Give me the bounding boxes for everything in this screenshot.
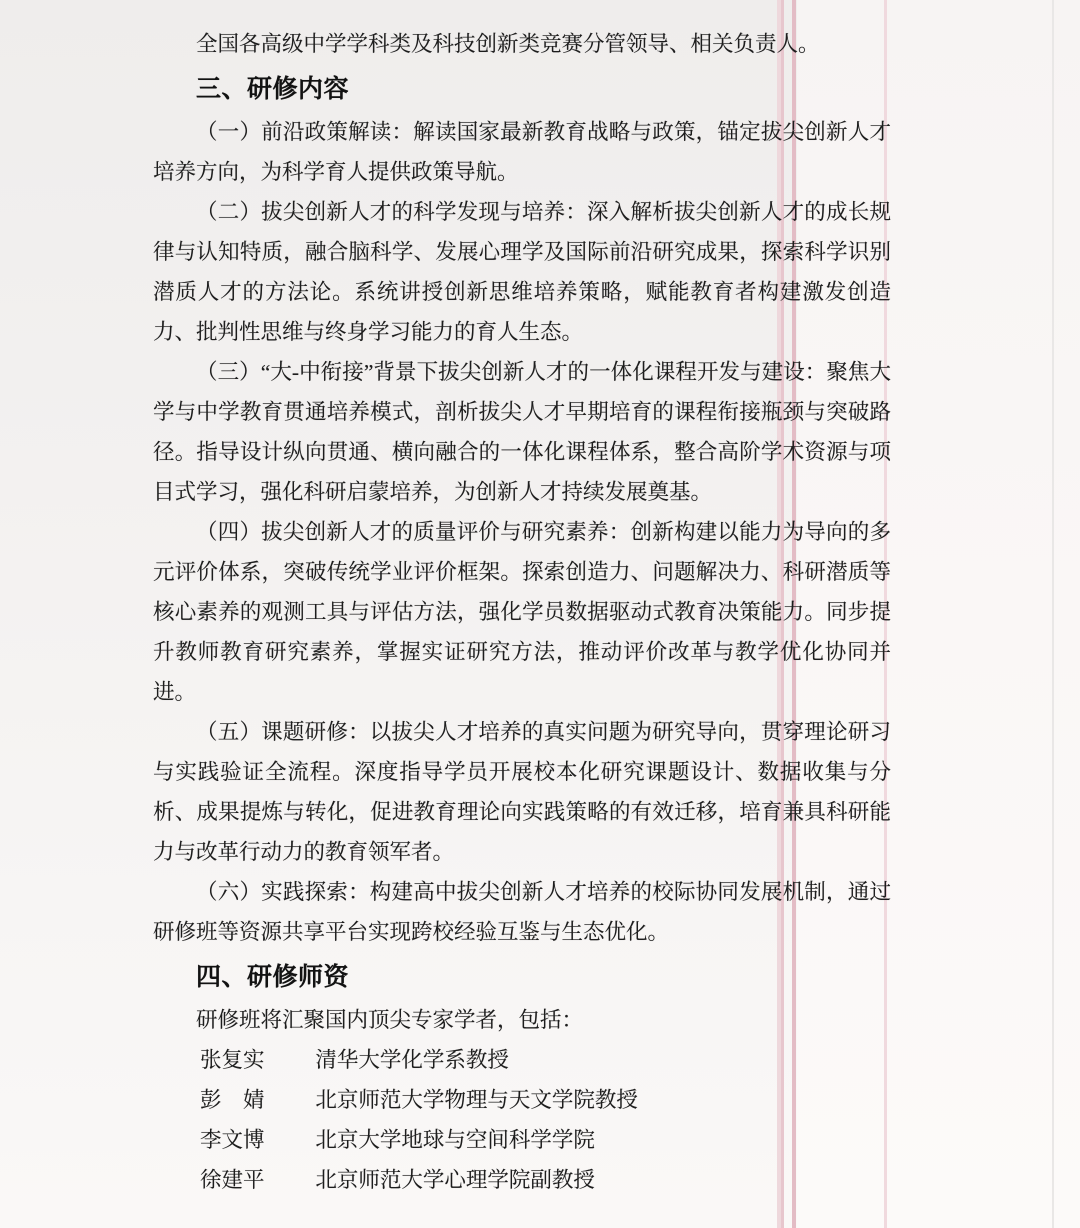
faculty-affiliation: 清华大学化学系教授 — [315, 1048, 509, 1072]
faculty-row — [153, 1040, 891, 1080]
faculty-name: 李文博 — [200, 1128, 265, 1152]
document-body — [153, 24, 891, 1200]
faculty-name: 彭 婧 — [200, 1088, 265, 1112]
paragraph-research-training: （五）课题研修：以拔尖人才培养的真实问题为研究导向，贯穿理论研习与实践验证全流程。深度指导学员开展校本化研究课题设计、数据收集与分析、成果提炼与转化，促进教育理论向实践策略的有效迁移，培育兼具科研能力与改革行动力的教育领军者。 — [153, 720, 891, 864]
paragraph-scientific-discovery: （二）拔尖创新人才的科学发现与培养：深入解析拔尖创新人才的成长规律与认知特质，融合脑科学、发展心理学及国际前沿研究成果，探索科学识别潜质人才的方法论。系统讲授创新思维培养策略，赋能教育者构建激发创造力、批判性思维与终身学习能力的育人生态。 — [153, 200, 891, 344]
faculty-row — [153, 1120, 891, 1160]
heading-section-four: 四、研修师资 — [196, 963, 350, 991]
faculty-row — [153, 1160, 891, 1200]
faint-rule-line — [1052, 0, 1054, 1228]
faculty-name: 徐建平 — [200, 1168, 265, 1192]
faculty-name: 张复实 — [200, 1048, 265, 1072]
faculty-affiliation: 北京师范大学心理学院副教授 — [315, 1168, 595, 1192]
paragraph-curriculum-development: （三）“大-中衔接”背景下拔尖创新人才的一体化课程开发与建设：聚焦大学与中学教育贯通培养模式，剖析拔尖人才早期培育的课程衔接瓶颈与突破路径。指导设计纵向贯通、横向融合的一体化课程体系，整合高阶学术资源与项目式学习，强化科研启蒙培养，为创新人才持续发展奠基。 — [153, 360, 891, 504]
paragraph-practice-exploration: （六）实践探索：构建高中拔尖创新人才培养的校际协同发展机制，通过研修班等资源共享平台实现跨校经验互鉴与生态优化。 — [153, 880, 891, 944]
intro-paragraph: 全国各高级中学学科类及科技创新类竞赛分管领导、相关负责人。 — [196, 32, 820, 56]
paragraph-quality-evaluation: （四）拔尖创新人才的质量评价与研究素养：创新构建以能力为导向的多元评价体系，突破传统学业评价框架。探索创造力、问题解决力、科研潜质等核心素养的观测工具与评估方法，强化学员数据驱动式教育决策能力。同步提升教师教育研究素养，掌握实证研究方法，推动评价改革与教学优化协同并进。 — [153, 520, 891, 704]
faculty-row — [153, 1080, 891, 1120]
faculty-affiliation: 北京大学地球与空间科学学院 — [315, 1128, 595, 1152]
faculty-affiliation: 北京师范大学物理与天文学院教授 — [315, 1088, 638, 1112]
paragraph-policy-interpretation: （一）前沿政策解读：解读国家最新教育战略与政策，锚定拔尖创新人才培养方向，为科学育人提供政策导航。 — [153, 120, 891, 184]
heading-section-three: 三、研修内容 — [196, 75, 350, 103]
faculty-intro-line: 研修班将汇聚国内顶尖专家学者，包括： — [196, 1008, 584, 1032]
